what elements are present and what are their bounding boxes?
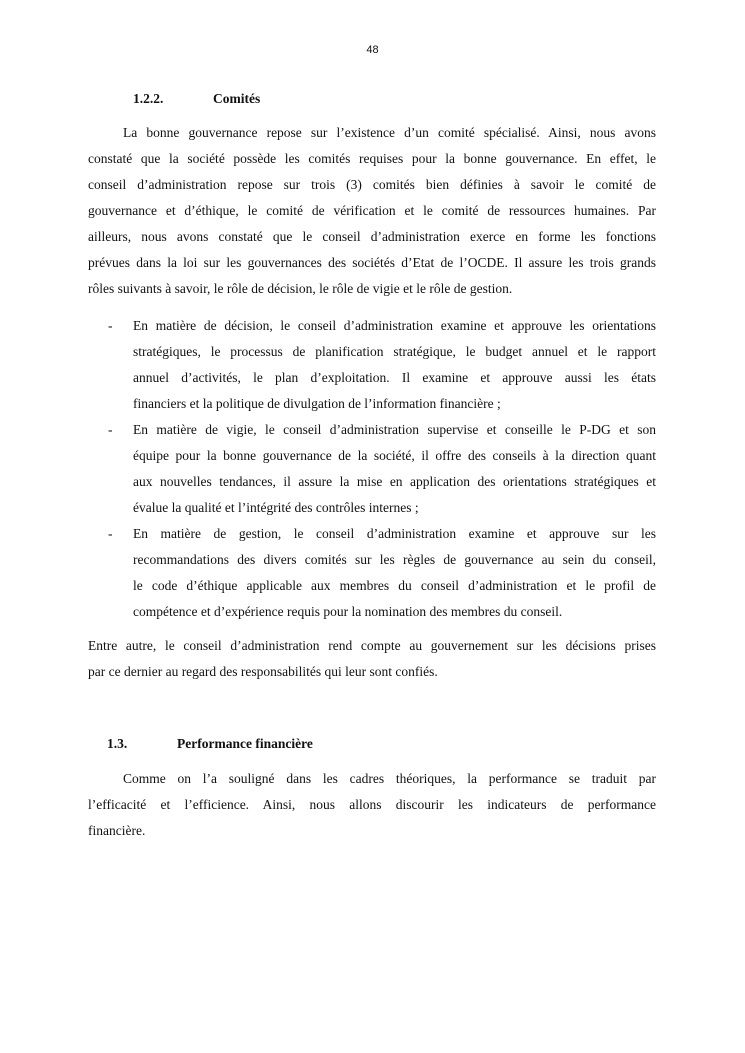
text-line: financiers et la politique de divulgation de l’information financière ; xyxy=(133,396,501,411)
text-line: recommandations des divers comités sur les règles de gouvernance au sein du conseil, xyxy=(133,552,656,567)
bullet-dash: - xyxy=(108,318,113,333)
text-line: annuel d’activités, le plan d’exploitation. Il examine et approuve aussi les états xyxy=(133,370,656,385)
text-line: gouvernance et d’éthique, le comité de vérification et le comité de ressources humaines. Par xyxy=(88,203,656,218)
bullet-dash: - xyxy=(108,526,113,541)
text-line: rôles suivants à savoir, le rôle de décision, le rôle de vigie et le rôle de gestion. xyxy=(88,281,513,296)
text-line: En matière de gestion, le conseil d’administration examine et approuve sur les xyxy=(133,526,656,541)
section-number-1-3: 1.3. xyxy=(107,736,128,751)
text-line: Entre autre, le conseil d’administration rend compte au gouvernement sur les décisions prises xyxy=(88,638,656,653)
text-line: ailleurs, nous avons constaté que le conseil d’administration exerce en forme les fonctions xyxy=(88,229,656,244)
text-line: compétence et d’expérience requis pour la nomination des membres du conseil. xyxy=(133,604,563,619)
text-line: En matière de décision, le conseil d’administration examine et approuve les orientations xyxy=(133,318,656,333)
text-line: évalue la qualité et l’intégrité des contrôles internes ; xyxy=(133,500,419,515)
text-line: Comme on l’a souligné dans les cadres théoriques, la performance se traduit par xyxy=(123,771,656,786)
paragraph-comites xyxy=(88,120,656,302)
list-item xyxy=(88,521,656,625)
text-line: par ce dernier au regard des responsabilités qui leur sont confiés. xyxy=(88,664,438,679)
text-line: aux nouvelles tendances, il assure la mise en application des orientations stratégiques et xyxy=(133,474,656,489)
paragraph-closing xyxy=(88,633,656,685)
text-line: l’efficacité et l’efficience. Ainsi, nous allons discourir les indicateurs de performance xyxy=(88,797,656,812)
text-line: prévues dans la loi sur les gouvernances des sociétés d’Etat de l’OCDE. Il assure les trois grands xyxy=(88,255,656,270)
section-number-1-2-2: 1.2.2. xyxy=(133,91,164,106)
text-line: financière. xyxy=(88,823,146,838)
text-line: le code d’éthique applicable aux membres du conseil d’administration et le profil de xyxy=(133,578,656,593)
paragraph-performance xyxy=(88,766,656,844)
bullet-list-roles xyxy=(88,313,656,625)
list-item xyxy=(88,313,656,417)
bullet-dash: - xyxy=(108,422,113,437)
section-title-comites: Comités xyxy=(213,91,261,106)
text-line: stratégiques, le processus de planification stratégique, le budget annuel et le rapport xyxy=(133,344,656,359)
text-line: équipe pour la bonne gouvernance de la société, il offre des conseils à la direction quant xyxy=(133,448,656,463)
text-line: En matière de vigie, le conseil d’administration supervise et conseille le P-DG et son xyxy=(133,422,656,437)
section-title-performance: Performance financière xyxy=(177,736,313,751)
text-line: conseil d’administration repose sur trois (3) comités bien définies à savoir le comité de xyxy=(88,177,656,192)
text-line: constaté que la société possède les comités requises pour la bonne gouvernance. En effet, le xyxy=(88,151,656,166)
page-number: 48 xyxy=(366,44,379,56)
text-line: La bonne gouvernance repose sur l’existence d’un comité spécialisé. Ainsi, nous avons xyxy=(123,125,656,140)
list-item xyxy=(88,417,656,521)
